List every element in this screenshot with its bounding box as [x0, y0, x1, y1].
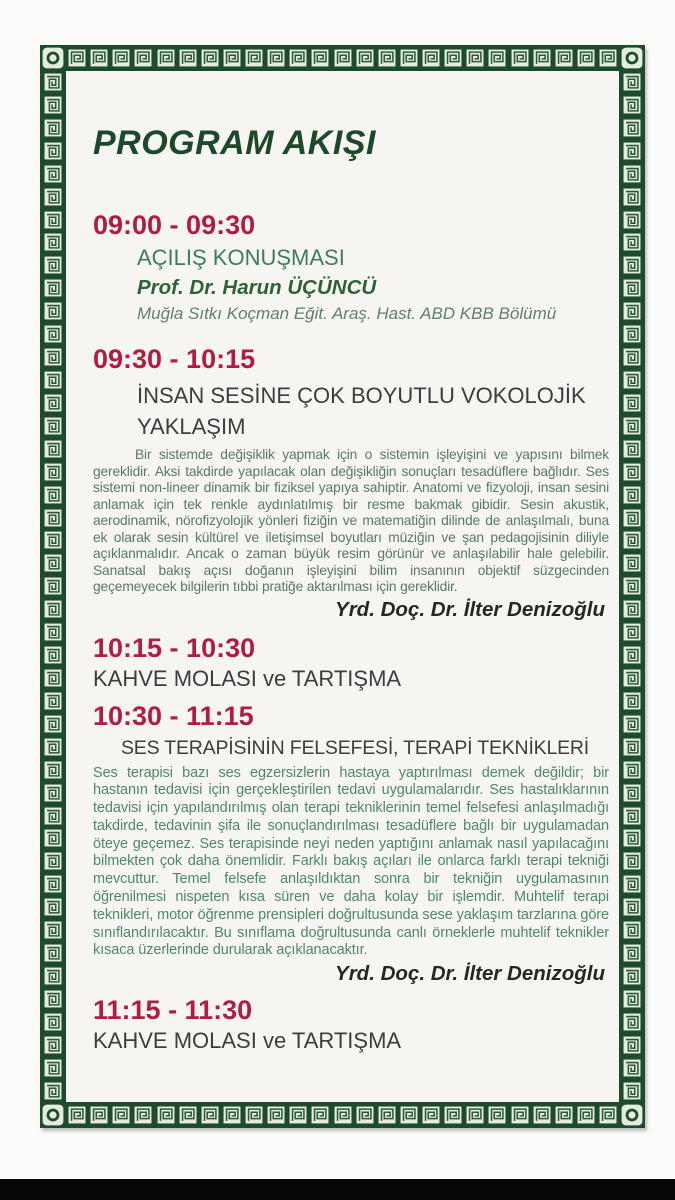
meander-tile-icon	[399, 1105, 419, 1125]
meander-tile-icon	[622, 416, 642, 436]
meander-tile-icon	[288, 1105, 308, 1125]
meander-tile-icon	[622, 485, 642, 505]
meander-tile-icon	[133, 1105, 153, 1125]
meander-tile-icon	[156, 1105, 176, 1125]
meander-tile-icon	[43, 485, 63, 505]
meander-tile-icon	[43, 72, 63, 92]
meander-tile-icon	[532, 1105, 552, 1125]
meander-tile-icon	[622, 645, 642, 665]
corner-ring-icon	[619, 1102, 645, 1128]
meander-tile-icon	[622, 576, 642, 596]
meander-tile-icon	[266, 1105, 286, 1125]
session-time: 11:15 - 11:30	[93, 995, 253, 1026]
session-block-opening	[93, 209, 609, 325]
meander-tile-icon	[43, 347, 63, 367]
meander-tile-icon	[622, 714, 642, 734]
meander-tile-icon	[622, 439, 642, 459]
meander-tile-icon	[133, 48, 153, 68]
meander-tile-icon	[465, 1105, 485, 1125]
meander-tile-icon	[622, 370, 642, 390]
meander-tile-icon	[576, 48, 596, 68]
frame-corner-top-left	[40, 45, 66, 71]
meander-tile-icon	[43, 828, 63, 848]
meander-tile-icon	[622, 783, 642, 803]
meander-tile-icon	[510, 48, 530, 68]
meander-tile-icon	[554, 48, 574, 68]
session-title: KAHVE MOLASI ve TARTIŞMA	[93, 665, 402, 691]
meander-tile-icon	[622, 874, 642, 894]
meander-tile-icon	[510, 1105, 530, 1125]
meander-tile-icon	[443, 48, 463, 68]
meander-tile-icon	[622, 828, 642, 848]
meander-tile-icon	[43, 232, 63, 252]
meander-tile-icon	[598, 1105, 618, 1125]
meander-tile-icon	[622, 737, 642, 757]
meander-tile-icon	[622, 164, 642, 184]
meander-tile-icon	[43, 599, 63, 619]
meander-tile-icon	[622, 278, 642, 298]
meander-tile-icon	[622, 760, 642, 780]
meander-tile-icon	[377, 1105, 397, 1125]
session-time: 10:30 - 11:15	[93, 700, 254, 731]
meander-tile-icon	[622, 95, 642, 115]
session-time: 09:30 - 10:15	[93, 344, 256, 374]
meander-tile-icon	[43, 141, 63, 161]
meander-tile-icon	[43, 393, 63, 413]
meander-tile-icon	[43, 1081, 63, 1101]
session-time: 09:00 - 09:30	[93, 210, 256, 240]
session-speaker: Yrd. Doç. Dr. İlter Denizoğlu	[335, 597, 605, 621]
meander-tile-icon	[43, 301, 63, 321]
meander-tile-icon	[622, 806, 642, 826]
program-page	[66, 71, 619, 1102]
session-affiliation: Muğla Sıtkı Koçman Eğit. Araş. Hast. ABD KBB Bölümü	[137, 304, 557, 323]
meander-tile-icon	[43, 691, 63, 711]
meander-tile-icon	[43, 737, 63, 757]
corner-ring-icon	[619, 45, 645, 71]
meander-tile-icon	[443, 1105, 463, 1125]
meander-tile-icon	[43, 439, 63, 459]
meander-tile-icon	[43, 95, 63, 115]
meander-tile-icon	[43, 370, 63, 390]
meander-tile-icon	[89, 48, 109, 68]
meander-tile-icon	[622, 920, 642, 940]
meander-tile-icon	[288, 48, 308, 68]
session-time: 10:15 - 10:30	[93, 632, 256, 663]
frame-corner-bottom-left	[40, 1102, 66, 1128]
meander-tile-icon	[622, 966, 642, 986]
meander-tile-icon	[43, 622, 63, 642]
meander-tile-icon	[622, 897, 642, 917]
meander-tile-icon	[622, 118, 642, 138]
meander-tile-icon	[333, 1105, 353, 1125]
meander-tile-icon	[67, 48, 87, 68]
meander-tile-icon	[333, 48, 353, 68]
meander-tile-icon	[43, 530, 63, 550]
meander-tile-icon	[622, 1081, 642, 1101]
meander-tile-icon	[622, 622, 642, 642]
meander-tile-icon	[222, 48, 242, 68]
meander-tile-icon	[89, 1105, 109, 1125]
meander-tile-icon	[622, 347, 642, 367]
meander-tile-icon	[421, 1105, 441, 1125]
meander-tile-icon	[244, 1105, 264, 1125]
meander-tile-icon	[622, 1035, 642, 1055]
session-block-break-1	[93, 632, 609, 693]
meander-tile-icon	[622, 462, 642, 482]
meander-tile-icon	[622, 141, 642, 161]
page-title: PROGRAM AKIŞI	[93, 124, 376, 162]
meander-tile-icon	[43, 1035, 63, 1055]
meander-tile-icon	[622, 324, 642, 344]
frame-border-right	[621, 72, 643, 1101]
meander-tile-icon	[43, 714, 63, 734]
meander-tile-icon	[622, 232, 642, 252]
meander-tile-icon	[43, 576, 63, 596]
meander-tile-icon	[622, 668, 642, 688]
meander-tile-icon	[43, 553, 63, 573]
meander-tile-icon	[622, 989, 642, 1009]
meander-tile-icon	[377, 48, 397, 68]
meander-tile-icon	[43, 324, 63, 344]
meander-tile-icon	[43, 187, 63, 207]
letterbox-bar	[0, 1179, 675, 1200]
meander-tile-icon	[355, 48, 375, 68]
meander-tile-icon	[421, 48, 441, 68]
meander-tile-icon	[43, 645, 63, 665]
session-abstract: Bir sistemde değişiklik yapmak için o sistemin işleyişini ve yapısını bilmek gereklidir. Aksi takdirde yapılacak olan değişikliğin sonuçları tesadüflere bağlıdır. Ses sistemi non-lineer dinamik bir fiziksel yapıya sahiptir. Anatomi ve fizyoloji, insan sesini anlamak için tek renkle aydınlatılmış bir resme bakmak gibidir. Sesin akustik, aerodinamik, nörofizyolojik yönleri fiziğin ve matematiğin dilinde de anlaşılmalı, buna ek olarak sesin kültürel ve iletişimsel boyutları müziğin ve şan pedagojisinin diliyle açıklanmalıdır. Ancak o zaman büyük resim görünür ve anlaşılabilir hale gelebilir. Sanatsal bakış açısı doğanın işleyişini bilim insanının objektif süzgecinden geçemeyecek bilgilerin tıbbi pratiğe aktarılması için gereklidir.	[93, 447, 609, 594]
meander-tile-icon	[43, 1012, 63, 1032]
meander-tile-icon	[622, 1012, 642, 1032]
meander-tile-icon	[598, 48, 618, 68]
meander-tile-icon	[43, 760, 63, 780]
session-block-break-2	[93, 994, 609, 1055]
meander-tile-icon	[156, 48, 176, 68]
meander-tile-icon	[67, 1105, 87, 1125]
meander-tile-icon	[43, 118, 63, 138]
meander-tile-icon	[111, 48, 131, 68]
meander-tile-icon	[43, 851, 63, 871]
session-speaker: Prof. Dr. Harun ÜÇÜNCÜ	[137, 276, 377, 299]
meander-tile-icon	[532, 48, 552, 68]
session-title: KAHVE MOLASI ve TARTIŞMA	[93, 1028, 402, 1054]
meander-tile-icon	[622, 255, 642, 275]
session-abstract: Ses terapisi bazı ses egzersizlerin hastaya yaptırılması demek değildir; bir hastanın tedavisi için gerçekleştirilen tedavi uygulamalarıdır. Ses hastalıklarının tedavisi için yapılandırılmış olan terapi tekniklerinin temel felsefesi anlaşılmadığı takdirde, tedavinin şifa ile sonuçlandırılması tesadüflere bağlı bir uygulamadan öteye geçemez. Ses terapisinde neyi neden yaptığını anlamak nasıl yapılacağını bilmekten çok daha önemlidir. Farklı bakış açıları ile onlarca farklı terapi tekniği mevcuttur. Temel felsefe anlaşıldıktan sonra bir tekniğin uygulamasının öğrenilmesi nispeten kısa süren ve daha kolay bir işlemdir. Muhtelif terapi teknikleri, motor öğrenme prensipleri doğrultusunda sese yaklaşım tarzlarına göre sınıflandırılacaktır. Bu sınıflama doğrultusunda canlı örneklerle muhtelif teknikler kısaca üzerlerinde durularak açıklanacaktır.	[93, 764, 609, 959]
meander-tile-icon	[43, 989, 63, 1009]
meander-tile-icon	[43, 462, 63, 482]
meander-tile-icon	[43, 874, 63, 894]
meander-tile-icon	[43, 164, 63, 184]
session-title: AÇILIŞ KONUŞMASI	[137, 245, 345, 270]
session-block-vokolojik	[93, 343, 609, 623]
meander-tile-icon	[200, 1105, 220, 1125]
meander-tile-icon	[43, 966, 63, 986]
meander-tile-icon	[576, 1105, 596, 1125]
meander-tile-icon	[200, 48, 220, 68]
meander-tile-icon	[266, 48, 286, 68]
meander-tile-icon	[487, 1105, 507, 1125]
meander-tile-icon	[43, 806, 63, 826]
meander-tile-icon	[622, 691, 642, 711]
frame-border-left	[42, 72, 64, 1101]
meander-tile-icon	[399, 48, 419, 68]
frame-corner-top-right	[619, 45, 645, 71]
meander-tile-icon	[622, 187, 642, 207]
meander-tile-icon	[355, 1105, 375, 1125]
session-title: İNSAN SESİNE ÇOK BOYUTLU VOKOLOJİK YAKLAŞIM	[137, 383, 586, 439]
meander-tile-icon	[622, 210, 642, 230]
corner-ring-icon	[40, 1102, 66, 1128]
meander-tile-icon	[178, 48, 198, 68]
session-block-terapi	[93, 700, 609, 988]
meander-tile-icon	[111, 1105, 131, 1125]
meander-tile-icon	[43, 1058, 63, 1078]
meander-tile-icon	[43, 278, 63, 298]
meander-tile-icon	[487, 48, 507, 68]
meander-tile-icon	[43, 668, 63, 688]
meander-tile-icon	[310, 1105, 330, 1125]
meander-tile-icon	[178, 1105, 198, 1125]
meander-tile-icon	[244, 48, 264, 68]
frame-corner-bottom-right	[619, 1102, 645, 1128]
session-speaker: Yrd. Doç. Dr. İlter Denizoğlu	[335, 962, 605, 986]
meander-tile-icon	[622, 553, 642, 573]
meander-tile-icon	[622, 393, 642, 413]
meander-tile-icon	[43, 943, 63, 963]
meander-tile-icon	[622, 943, 642, 963]
meander-tile-icon	[622, 530, 642, 550]
frame-border-bottom	[67, 1104, 618, 1126]
meander-tile-icon	[43, 783, 63, 803]
meander-tile-icon	[622, 1058, 642, 1078]
session-title: SES TERAPİSİNİN FELSEFESİ, TERAPİ TEKNİKLERİ	[121, 736, 590, 759]
corner-ring-icon	[40, 45, 66, 71]
meander-tile-icon	[622, 508, 642, 528]
meander-tile-icon	[622, 72, 642, 92]
meander-tile-icon	[554, 1105, 574, 1125]
meander-tile-icon	[43, 508, 63, 528]
meander-tile-icon	[622, 599, 642, 619]
meander-tile-icon	[43, 416, 63, 436]
meander-tile-icon	[43, 255, 63, 275]
meander-tile-icon	[465, 48, 485, 68]
meander-tile-icon	[43, 920, 63, 940]
meander-tile-icon	[622, 851, 642, 871]
meander-tile-icon	[222, 1105, 242, 1125]
meander-tile-icon	[622, 301, 642, 321]
decorative-meander-frame	[40, 45, 645, 1128]
meander-tile-icon	[43, 897, 63, 917]
meander-tile-icon	[43, 210, 63, 230]
frame-border-top	[67, 47, 618, 69]
meander-tile-icon	[310, 48, 330, 68]
